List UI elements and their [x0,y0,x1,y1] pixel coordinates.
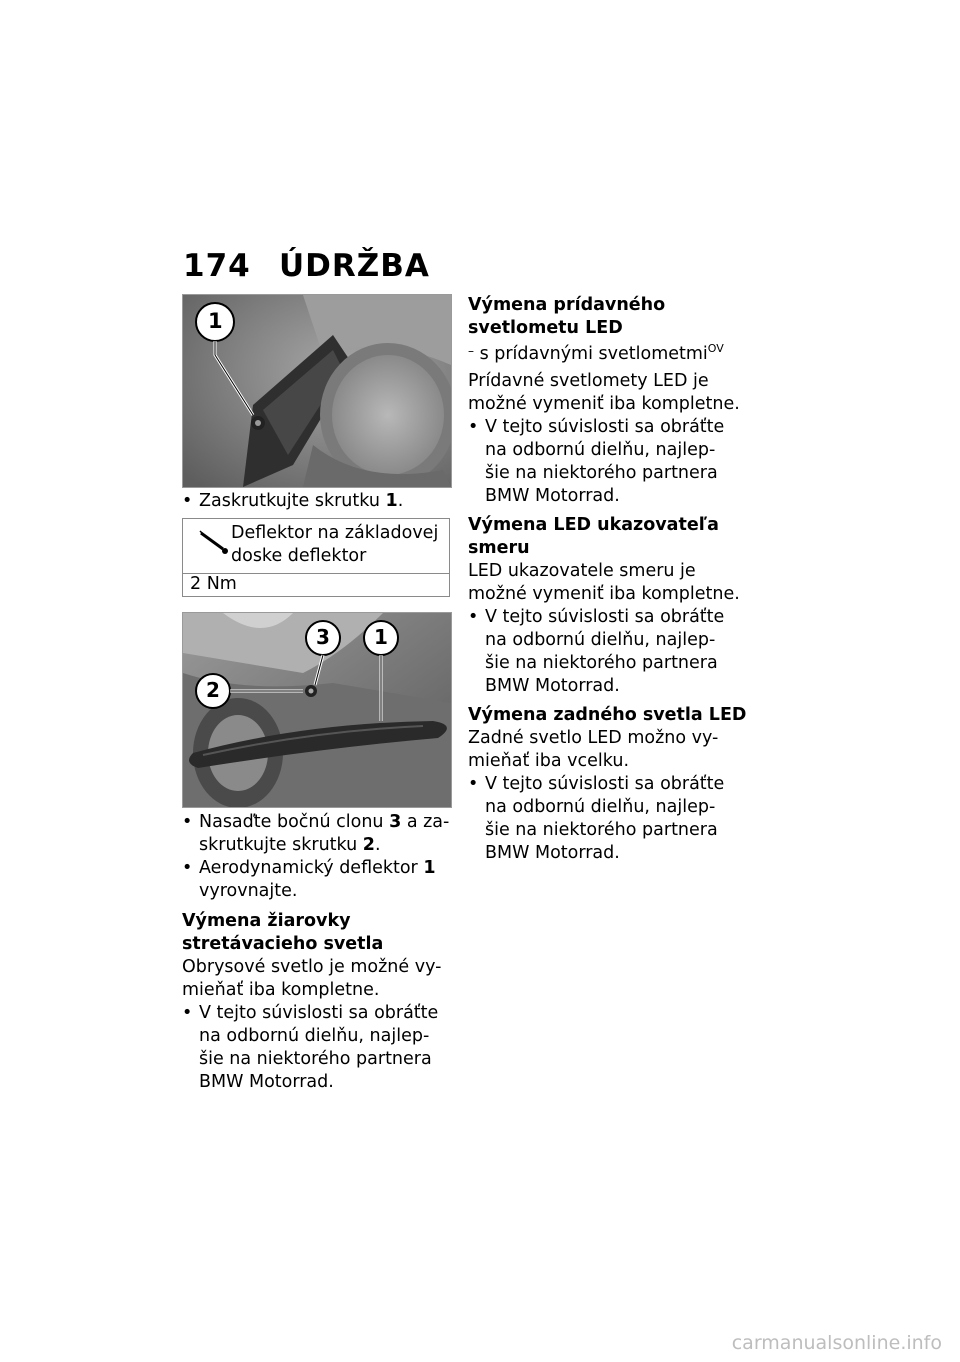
step-align-deflector: • Aerodynamický deflektor 1 vyrovnajte. [182,858,436,901]
bullet-workshop-2: • V tejto súvislosti sa obráťte na odbornú dielňu, najlep- šie na niektorého partnera BMW Motorrad. [468,417,725,506]
bullet-workshop-3: • V tejto súvislosti sa obráťte na odbornú dielňu, najlep- šie na niektorého partnera BMW Motorrad. [468,607,725,696]
option-code: OV [707,342,724,356]
deflector-illustration [183,295,451,487]
section-body-tail-light: Zadné svetlo LED možno vy- mieňať iba vcelku. [468,728,719,771]
figure-side-cover [182,612,452,808]
torque-label-1: Deflektor na základovej [231,523,439,543]
callout-3: 3 [316,625,330,649]
section-title-turn-signals: Výmena LED ukazovateľa smeru [468,515,719,558]
callout-2: 2 [206,678,220,702]
option-note: – s prídavnými svetlometmi$^{OV}$ [468,342,724,364]
bullet: • [182,858,193,878]
bullet: • [182,1003,193,1023]
callout-1: 1 [208,309,223,333]
step-tighten-screw: • Zaskrutkujte skrutku 1. [182,491,404,511]
torque-value: 2 Nm [190,574,237,594]
section-title-low-beam: Výmena žiarovky stretávacieho svetla [182,911,384,954]
bullet: • [468,607,479,627]
section-body-low-beam: Obrysové svetlo je možné vy- mieňať iba kompletne. [182,957,442,1000]
bullet: • [182,812,193,832]
bullet-workshop-1: • V tejto súvislosti sa obráťte na odbornú dielňu, najlep- šie na niektorého partnera BMW Motorrad. [182,1003,439,1092]
bullet: • [468,417,479,437]
bullet: • [468,774,479,794]
torque-label-2: doske deflektor [231,546,367,566]
torque-wrench-icon [199,527,229,557]
section-body-aux-lights: Prídavné svetlomety LED je možné vymeniť iba kompletne. [468,371,740,414]
callout-1: 1 [374,625,388,649]
torque-spec-box [182,518,450,597]
page-header [183,248,430,284]
figure-deflector-screw [182,294,452,488]
bullet: • [182,491,193,511]
page-title: ÚDRŽBA [279,248,430,284]
bullet-workshop-4: • V tejto súvislosti sa obráťte na odbornú dielňu, najlep- šie na niektorého partnera BMW Motorrad. [468,774,725,863]
section-title-aux-lights: Výmena prídavného svetlometu LED [468,295,666,338]
watermark: carmanualsonline.info [731,1332,942,1354]
page-number: 174 [183,248,251,284]
section-body-turn-signals: LED ukazovatele smeru je možné vymeniť iba kompletne. [468,561,740,604]
section-title-tail-light: Výmena zadného svetla LED [468,705,747,725]
option-dash: – [468,344,474,358]
step-fit-cover: • Nasaďte bočnú clonu 3 a za- skrutkujte skrutku 2. [182,812,450,855]
